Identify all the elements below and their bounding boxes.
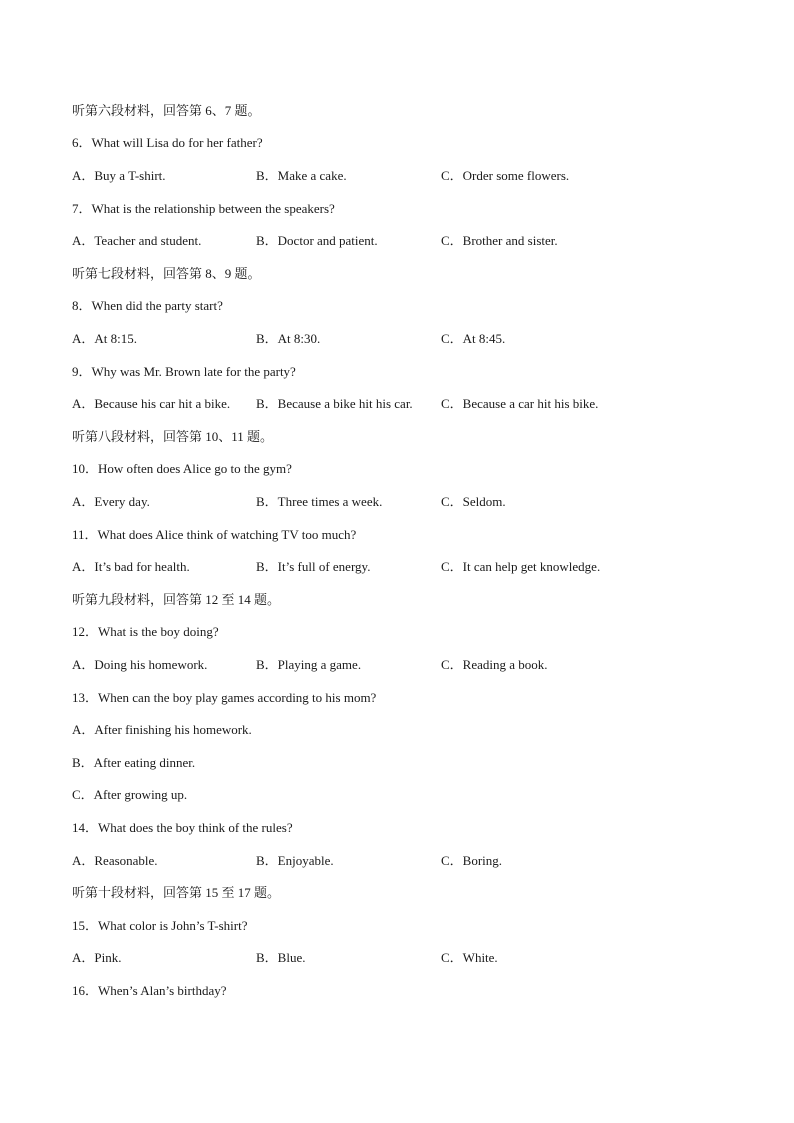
option-a: A．It’s bad for health.	[72, 559, 190, 574]
question-8-options	[72, 329, 672, 349]
question-13: 13．When can the boy play games according to his mom?	[72, 690, 377, 705]
option-a: A．Reasonable.	[72, 853, 158, 868]
section-header-9: 听第九段材料，回答第 12 至 14 题。	[72, 592, 281, 607]
question-15-options	[72, 948, 672, 968]
option-b: B．Because a bike hit his car.	[256, 396, 413, 411]
option-b: B．Playing a game.	[256, 657, 362, 672]
option-a: A．At 8:15.	[72, 331, 138, 346]
option-c: C．At 8:45.	[441, 331, 506, 346]
question-14: 14．What does the boy think of the rules?	[72, 820, 293, 835]
question-13-option-a: A．After finishing his homework.	[72, 722, 252, 737]
option-c: C．Brother and sister.	[441, 233, 558, 248]
question-9-options	[72, 394, 672, 414]
option-a: A．Doing his homework.	[72, 657, 208, 672]
question-8: 8．When did the party start?	[72, 298, 223, 313]
option-c: C．White.	[441, 950, 498, 965]
question-6-options	[72, 166, 672, 186]
option-a: A．Every day.	[72, 494, 150, 509]
question-13-option-b: B．After eating dinner.	[72, 755, 196, 770]
option-b: B．At 8:30.	[256, 331, 321, 346]
option-b: B．Doctor and patient.	[256, 233, 378, 248]
option-a: A．Pink.	[72, 950, 122, 965]
question-10-options	[72, 492, 672, 512]
question-10: 10．How often does Alice go to the gym?	[72, 461, 292, 476]
question-7-options	[72, 231, 672, 251]
section-header-10: 听第十段材料，回答第 15 至 17 题。	[72, 885, 281, 900]
question-12: 12．What is the boy doing?	[72, 624, 219, 639]
section-header-7: 听第七段材料，回答第 8、9 题。	[72, 266, 261, 281]
option-b: B．Make a cake.	[256, 168, 347, 183]
option-b: B．Enjoyable.	[256, 853, 334, 868]
question-11-options	[72, 557, 672, 577]
option-c: C．Boring.	[441, 853, 503, 868]
question-13-option-c: C．After growing up.	[72, 787, 188, 802]
section-header-8: 听第八段材料，回答第 10、11 题。	[72, 429, 274, 444]
question-14-options	[72, 851, 672, 871]
question-11: 11．What does Alice think of watching TV too much?	[72, 527, 357, 542]
section-header-6: 听第六段材料，回答第 6、7 题。	[72, 103, 261, 118]
option-c: C．Order some flowers.	[441, 168, 570, 183]
question-15: 15．What color is John’s T-shirt?	[72, 918, 248, 933]
question-16: 16．When’s Alan’s birthday?	[72, 983, 227, 998]
question-9: 9．Why was Mr. Brown late for the party?	[72, 364, 296, 379]
question-7: 7．What is the relationship between the speakers?	[72, 201, 335, 216]
option-b: B．Blue.	[256, 950, 306, 965]
option-b: B．It’s full of energy.	[256, 559, 371, 574]
option-c: C．It can help get knowledge.	[441, 559, 601, 574]
option-a: A．Because his car hit a bike.	[72, 396, 231, 411]
option-c: C．Because a car hit his bike.	[441, 396, 599, 411]
question-6: 6．What will Lisa do for her father?	[72, 135, 263, 150]
option-b: B．Three times a week.	[256, 494, 383, 509]
question-12-options	[72, 655, 672, 675]
option-a: A．Teacher and student.	[72, 233, 202, 248]
option-c: C．Seldom.	[441, 494, 506, 509]
option-c: C．Reading a book.	[441, 657, 548, 672]
option-a: A．Buy a T-shirt.	[72, 168, 166, 183]
